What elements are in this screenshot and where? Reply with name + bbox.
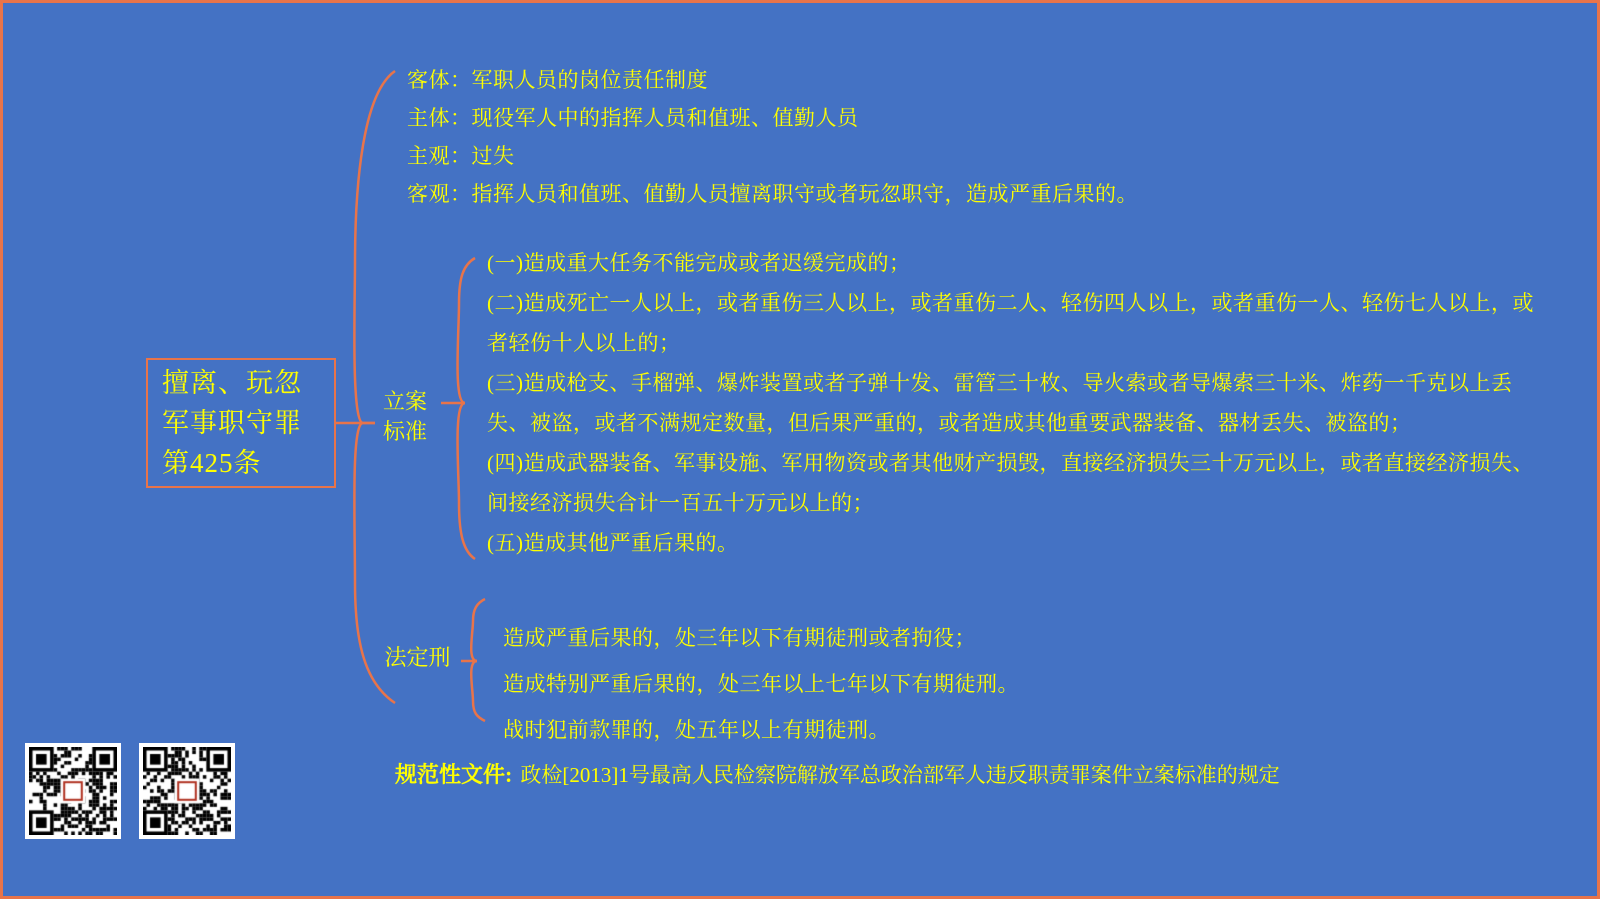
normative-document-footnote [395, 758, 1280, 789]
footnote-text: 政检[2013]1号最高人民检察院解放军总政治部军人违反职责罪案件立案标准的规定 [520, 763, 1280, 787]
root-line-1: 擅离、玩忽 [162, 368, 302, 398]
root-node[interactable] [146, 358, 336, 488]
standard-item-3: (三)造成枪支、手榴弹、爆炸装置或者子弹十发、雷管三十枚、导火索或者导爆索三十米、炸药一千克以上丢失、被盗，或者不满规定数量，但后果严重的，或者造成其他重要武器装备、器材丢失、被盗的； [487, 371, 1513, 435]
qr-code-right-image [143, 747, 231, 835]
standard-item-2: (二)造成死亡一人以上，或者重伤三人以上，或者重伤二人、轻伤四人以上，或者重伤一人、轻伤七人以上，或者轻伤十人以上的； [487, 291, 1534, 355]
element-subjective: 主观：过失 [407, 144, 515, 168]
standard-item-1: (一)造成重大任务不能完成或者迟缓完成的； [487, 251, 911, 275]
group-filing-standard [487, 243, 1547, 563]
standard-item-5: (五)造成其他严重后果的。 [487, 531, 739, 555]
branch-label-filing-standard-line1: 立案 [382, 389, 427, 414]
footnote-label: 规范性文件: [395, 762, 513, 787]
branch-label-filing-standard[interactable] [375, 387, 435, 447]
element-subject: 主体：现役军人中的指挥人员和值班、值勤人员 [407, 106, 859, 130]
qr-code-right[interactable] [139, 743, 235, 839]
root-line-2: 军事职守罪 [162, 408, 302, 438]
qr-code-left-image [29, 747, 117, 835]
branch-label-statutory-penalty[interactable]: 法定刑 [384, 645, 451, 670]
group-crime-elements [407, 61, 1567, 213]
branch-label-filing-standard-line2: 标准 [382, 419, 427, 444]
element-objective: 客观：指挥人员和值班、值勤人员擅离职守或者玩忽职守，造成严重后果的。 [407, 182, 1138, 206]
qr-code-left[interactable] [25, 743, 121, 839]
penalty-item-2: 造成特别严重后果的，处三年以上七年以下有期徒刑。 [503, 672, 1019, 696]
root-line-3: 第425条 [162, 448, 262, 478]
standard-item-4: (四)造成武器装备、军事设施、军用物资或者其他财产损毁，直接经济损失三十万元以上，或者直接经济损失、间接经济损失合计一百五十万元以上的； [487, 451, 1534, 515]
group-statutory-penalty [503, 615, 1503, 753]
penalty-item-1: 造成严重后果的，处三年以下有期徒刑或者拘役； [503, 626, 976, 650]
element-object: 客体：军职人员的岗位责任制度 [407, 68, 708, 92]
penalty-item-3: 战时犯前款罪的，处五年以上有期徒刑。 [503, 718, 890, 742]
